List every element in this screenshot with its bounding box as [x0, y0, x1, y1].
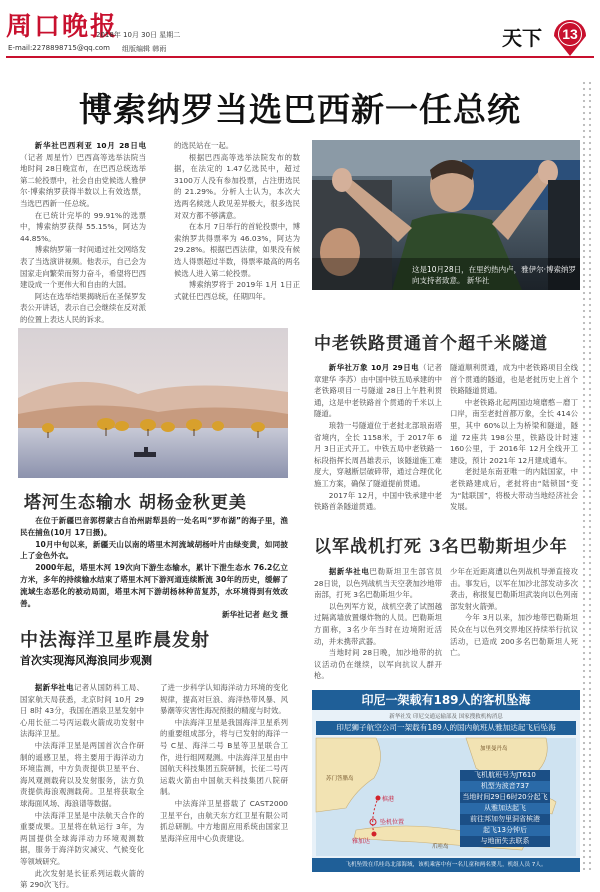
- contact-email: E-mail:2278898715@qq.com: [8, 44, 110, 52]
- lead-headline: 博索纳罗当选巴西新一任总统: [79, 90, 521, 129]
- label-kalimantan: 加里曼丹岛: [480, 746, 508, 752]
- masthead-rule: [6, 56, 594, 58]
- callout-departure-time: 当地时间29日6时20分起飞: [460, 792, 550, 803]
- lake-body: 在位于新疆巴音郭楞蒙古自治州尉犁县的一处名叫“罗布湖”的海子里，渔民在捕鱼(10月 17日摄)。 10月中旬以来，新疆天山以南的塔里木河流域胡杨叶片由绿变黄，如同披上了金色外衣。 2000年起，塔里木河 19次向下游生态输水，累计下泄生态水 76.2亿立方米，多年的持续输水结束了塔里木河下游河道连续断流 30年的历史，缓解了流域生态恶化的被动局面，塔里木河下游胡杨林种苗复苏，水环境得到有效改善。 新华社记者 赵戈 摄: [20, 516, 288, 620]
- label-crash-site: 坠机位置: [380, 819, 405, 826]
- callout-lost-contact: 与地面失去联系: [460, 836, 550, 847]
- infographic-title: 印尼一架载有189人的客机坠海: [312, 690, 580, 710]
- page-number: 13: [562, 26, 578, 42]
- issue-date: 2018年 10月 30日 星期二: [96, 31, 181, 39]
- callout-origin: 从雅加达起飞: [460, 803, 550, 814]
- bolsonaro-photo: [312, 140, 580, 290]
- satellite-column-2: 了进一步科学认知海洋动力环境的变化规律，提高对巨浪、海洋热带风暴、风暴潮等灾害性海况预报的精度与时效。 中法海洋卫星是我国海洋卫星系列的重要组成部分，将与已发射的海洋一号 C星、海洋二号 B星等卫星联合工作，进行组网观测。中法海洋卫星由中国航天科技集团五院研制，长征二号丙运载火箭由中国航天科技集团八院研制。 中法海洋卫星搭载了 CAST2000卫星平台，由航天东方红卫星有限公司抓总研制。中方地面应用系统由国家卫星海洋应用中心负责建设。: [160, 683, 288, 843]
- margin-dot-pattern: [581, 80, 591, 870]
- railway-headline: 中老铁路贯通首个超千米隧道: [314, 334, 548, 354]
- jet-column-2: 少年在近距离遭以色列战机导弹直接攻击。事发后，以军在加沙北部发动多次袭击，称报复巴勒斯坦武装向以色列南部发射火箭弹。 今年 3月以来，加沙地带巴勒斯坦民众在与以色列交界地区持续举行抗议活动，已造成 200多名巴勒斯坦人死亡。: [450, 567, 578, 658]
- dateline: 新华社巴西利亚 10月 28日电: [34, 141, 146, 150]
- label-sumatra: 苏门答腊岛: [326, 776, 354, 782]
- callout-minutes-after: 起飞13分钟后: [460, 825, 550, 836]
- page-number-badge: [550, 18, 590, 58]
- satellite-subheadline: 首次实现海风海浪同步观测: [20, 654, 152, 667]
- lake-photo: [18, 328, 288, 478]
- newspaper-logo: 周口晚报: [6, 12, 119, 42]
- railway-column-2: 隧道顺利贯通，成为中老铁路项目全线首个贯通的隧道，也是老挝历史上首个铁路隧道贯通。 中老铁路北起两国边境磨憨－磨丁口岸，南至老挝首都万象，全长 414公里，其中 60%以上为桥梁和隧道，隧道 72座共 198公里，铁路设计时速 160公里，于 2016年 12月全线开工建设，预计 2021年 12月建成通车。 老挝是东南亚唯一的内陆国家，中老铁路建成后，老挝将由“陆锁国”变为“陆联国”，将极大带动当地经济社会发展。: [450, 363, 578, 512]
- satellite-column-1: 据新华社电记者从国防科工局、国家航天局获悉，北京时间 10月 29日 8时 43分，我国在酒泉卫星发射中心用长征二号丙运载火箭成功发射中法海洋卫星。 中法海洋卫星是两国首次合作研制的遥感卫星，将主要用于海洋动力环境监测，中方负责提供卫星平台、海风观测载荷以及发射服务，法方负责提供海浪观测载荷。卫星将获取全球海面风场、海浪谱等数据。 中法海洋卫星是中法航天合作的重要成果。卫星将在轨运行 3年，为两国提供全球海洋动力环境观测数据，服务于海洋防灾减灾、气候变化等领域研究。 此次发射是长征系列运载火箭的第 290次飞行。: [20, 683, 144, 890]
- jet-headline: 以军战机打死 3名巴勒斯坦少年: [314, 537, 568, 557]
- photo-credit: 新华社记者 赵戈 摄: [221, 610, 288, 620]
- infographic-banner: 印尼狮子航空公司一架载有189人的国内航班从雅加达起飞后坠海: [316, 721, 576, 735]
- callout-destination: 前往邦加勿里洞省槟港: [460, 814, 550, 825]
- label-pangkal-pinang: 槟港: [382, 796, 395, 803]
- label-java: 爪哇岛: [432, 844, 449, 850]
- crash-infographic: [312, 690, 580, 872]
- callout-flight-number: 飞机航班号为JT610: [460, 770, 550, 781]
- lake-headline: 塔河生态输水 胡杨金秋更美: [24, 493, 247, 513]
- lead-column-1: 新华社巴西利亚 10月 28日电（记者 周星竹）巴西高等选举法院当地时间 28日晚宣布，在巴西总统选举第二轮投票中，社会自由党候选人雅伊尔·博索纳罗获得半数以上有效选票，当选巴西新一任总统。 在已统计完毕的 99.91%的选票中，博索纳罗获得 55.15%，阿达为 44.85%。 博索纳罗第一时间通过社交网络发表了当选演讲视频。他表示，自己会为国家走向繁荣而努力奋斗，希望将巴西建设成一个更伟大和自由的大国。 阿达在选举结果揭晓后在圣保罗发表公开讲话，表示自己会继续在反对派的位置上表达人民的诉求。: [20, 141, 146, 324]
- label-jakarta: 雅加达: [352, 838, 371, 845]
- layout-editor: 组版编辑 韩雨: [122, 45, 167, 53]
- jet-column-1: 据新华社电巴勒斯坦卫生部官员 28日说，以色列战机当天空袭加沙地带南部，打死 3名巴勒斯坦少年。 以色列军方说，战机空袭了试图越过隔离墙放置爆炸物的人员。巴勒斯坦方面称，3名少年当时在边境附近活动，并未携带武器。 当地时间 28日晚，加沙地带的抗议活动仍在继续，以军向抗议人群开枪。: [314, 567, 442, 681]
- satellite-headline: 中法海洋卫星昨晨发射: [20, 630, 210, 651]
- railway-column-1: 新华社万象 10月 29日电（记者 章建华 李苏）由中国中铁五局承建的中老铁路项目一号隧道 28日上午胜利贯通，这是中老铁路首个贯通的千米以上隧道。 琅勃一号隧道位于老挝北部琅南塔省境内，全长 1158米，于 2017年 6月 3日正式开工。中铁五局中老铁路一标段指挥长周昌雄表示，该隧道施工难度大，穿越断层破碎带，通过合理优化施工方案，确保了隧道提前贯通。 2017年 12月，中国中铁承建中老铁路首条隧道贯通。: [314, 363, 442, 512]
- lead-column-2: 的选民站在一起。 根据巴西高等选举法院发布的数据，在法定的 1.47亿选民中，超过 3100万人没有参加投票，占注册选民的 21.29%。分析人士认为，本次大选两名候选人政见差异极大，很多选民对双方都不够满意。 在本月 7日举行的首轮投票中，博索纳罗共得票率为 46.03%，阿达为 29.28%。根据巴西法律，如果没有候选人得票超过半数，得票率最高的两名候选人进入第二轮投票。 博索纳罗将于 2019年 1月 1日正式就任巴西总统，任期四年。: [174, 141, 300, 301]
- infographic-footer: 飞机坠毁在爪哇岛北部海域，该机乘客中有一名儿童和两名婴儿，机组人员 7人。: [312, 858, 580, 872]
- section-name: 天下: [502, 26, 542, 50]
- flight-callouts: [460, 770, 550, 847]
- infographic-kicker: 新华社发 印尼交通运输部及 国家搜救机构消息: [389, 714, 503, 720]
- callout-aircraft-type: 机型为波音737: [460, 781, 550, 792]
- photo-caption: 这是10月28日，在里约热内卢，雅伊尔·博索纳罗向支持者致意。 新华社: [412, 265, 576, 285]
